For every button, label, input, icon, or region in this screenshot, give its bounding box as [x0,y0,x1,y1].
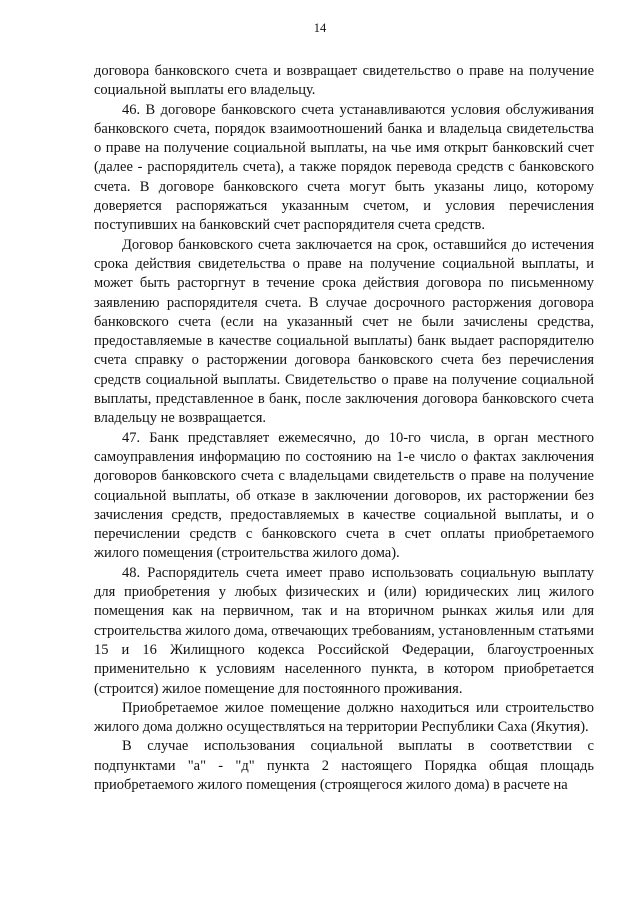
paragraph-item-46: 46. В договоре банковского счета устанавливаются условия обслуживания банковского счета, порядок взаимоотношений банка и владельца свидетельства о праве на получение социальной выплаты, на чье имя открыт банковский счет (далее - распорядитель счета), а также порядок перевода средств с банковского счета. В договоре банковского счета могут быть указаны лицо, которому доверяется распоряжаться указанным счетом, и условия перечисления поступивших на банковский счет распорядителя счета средств. [94,101,594,234]
paragraph-area-calculation: В случае использования социальной выплаты в соответствии с подпунктами "а" - "д" пункта 2 настоящего Порядка общая площадь приобретаемого жилого помещения (строящегося жилого дома) в расчете на [94,738,594,793]
paragraph-location-requirement: Приобретаемое жилое помещение должно находиться или строительство жилого дома должно осуществляться на территории Республики Саха (Якутия). [94,699,594,736]
paragraph-item-47: 47. Банк представляет ежемесячно, до 10-го числа, в орган местного самоуправления информацию по состоянию на 1-е число о фактах заключения договоров банковского счета с владельцами свидетельств о праве на получение социальной выплаты, об отказе в заключении договоров, их расторжении без зачисления средств, предоставляемых в качестве социальной выплаты, и о перечислении средств с банковского счета в счет оплаты приобретаемого жилого помещения (строительства жилого дома). [94,429,594,562]
paragraph-contract-term: Договор банковского счета заключается на срок, оставшийся до истечения срока действия свидетельства о праве на получение социальной выплаты, и может быть расторгнут в течение срока действия договора по письменному заявлению распорядителя счета. В случае досрочного расторжения договора банковского счета (если на указанный счет не были зачислены средства, предоставляемые в качестве социальной выплаты) банк выдает распорядителю счета справку о расторжении договора банковского счета без перечисления средств социальной выплаты. Свидетельство о праве на получение социальной выплаты, представленное в банк, после заключения договора банковского счета владельцу не возвращается. [94,236,594,427]
document-body [94,62,594,795]
paragraph-item-48: 48. Распорядитель счета имеет право использовать социальную выплату для приобретения у любых физических и (или) юридических лиц жилого помещения как на первичном, так и на вторичном рынках жилья или для строительства жилого дома, отвечающих требованиям, установленным статьями 15 и 16 Жилищного кодекса Российской Федерации, благоустроенных применительно к условиям населенного пункта, в котором приобретается (строится) жилое помещение для постоянного проживания. [94,564,594,697]
page-number: 14 [313,21,327,35]
paragraph-continuation: договора банковского счета и возвращает свидетельство о праве на получение социальной выплаты его владельцу. [94,63,594,99]
